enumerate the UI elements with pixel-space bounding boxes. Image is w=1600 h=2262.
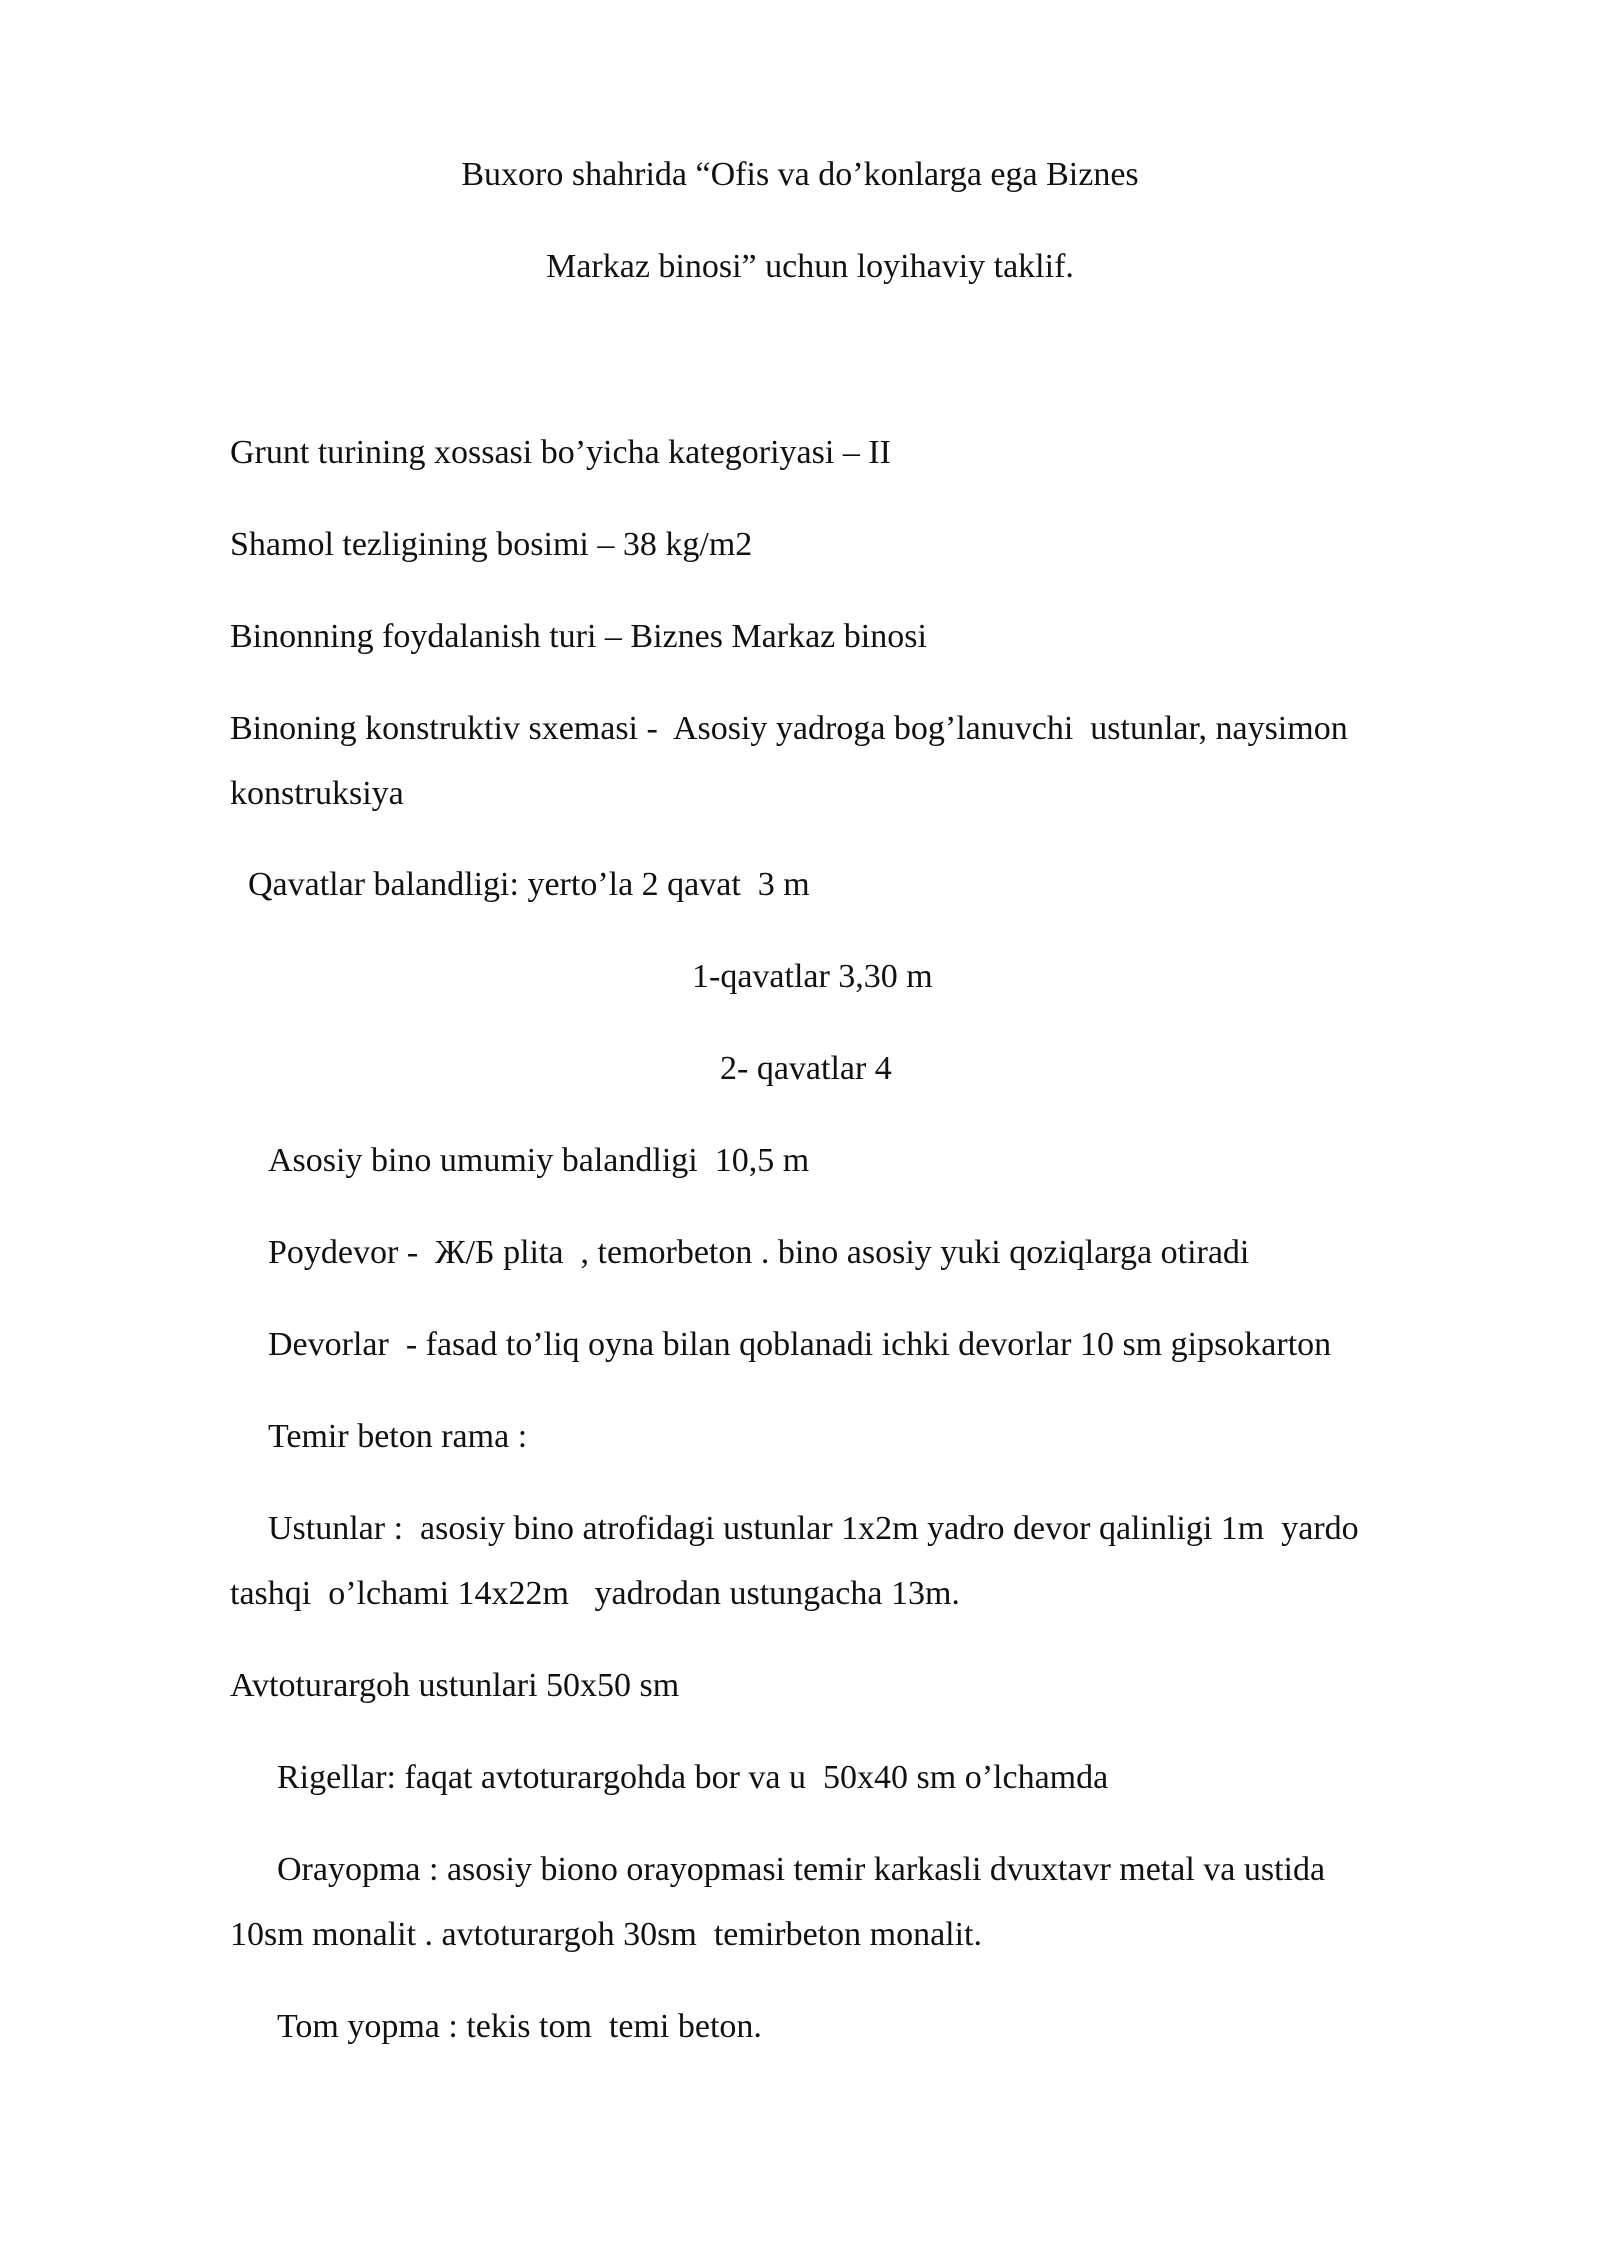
floor-2-height: 2- qavatlar 4 [720, 1050, 892, 1087]
floor-1-height: 1-qavatlar 3,30 m [692, 958, 933, 995]
rc-frame: Temir beton rama : [268, 1418, 528, 1455]
slab-line-1: Orayopma : asosiy biono orayopmasi temir karkasli dvuxtavr metal va ustida [277, 1851, 1326, 1888]
columns-line-1: Ustunlar : asosiy bino atrofidagi ustunlar 1x2m yadro devor qalinligi 1m yardo [268, 1510, 1359, 1547]
slab-line-2: 10sm monalit . avtoturargoh 30sm temirbeton monalit. [230, 1916, 983, 1953]
parking-columns: Avtoturargoh ustunlari 50x50 sm [230, 1667, 680, 1704]
columns-line-2: tashqi o’lchami 14x22m yadrodan ustungacha 13m. [230, 1575, 960, 1612]
structural-scheme-line-2: konstruksiya [230, 775, 404, 812]
wind-pressure: Shamol tezligining bosimi – 38 kg/m2 [230, 526, 753, 563]
walls: Devorlar - fasad to’liq oyna bilan qoblanadi ichki devorlar 10 sm gipsokarton [268, 1326, 1332, 1363]
structural-scheme-line-1: Binoning konstruktiv sxemasi - Asosiy yadroga bog’lanuvchi ustunlar, naysimon [230, 710, 1348, 747]
roof: Tom yopma : tekis tom temi beton. [277, 2008, 762, 2045]
building-usage: Binonning foydalanish turi – Biznes Markaz binosi [230, 618, 927, 655]
title-line-1: Buxoro shahrida “Ofis va do’konlarga ega Biznes [461, 156, 1139, 193]
foundation: Poydevor - Ж/Б plita , temorbeton . bino asosiy yuki qoziqlarga otiradi [268, 1234, 1250, 1271]
beams: Rigellar: faqat avtoturargohda bor va u 50x40 sm o’lchamda [277, 1759, 1109, 1796]
floor-heights: Qavatlar balandligi: yerto’la 2 qavat 3 m [248, 866, 810, 903]
title-line-2: Markaz binosi” uchun loyihaviy taklif. [546, 248, 1074, 285]
grunt-category: Grunt turining xossasi bo’yicha kategoriyasi – II [230, 434, 891, 471]
total-height: Asosiy bino umumiy balandligi 10,5 m [268, 1142, 810, 1179]
